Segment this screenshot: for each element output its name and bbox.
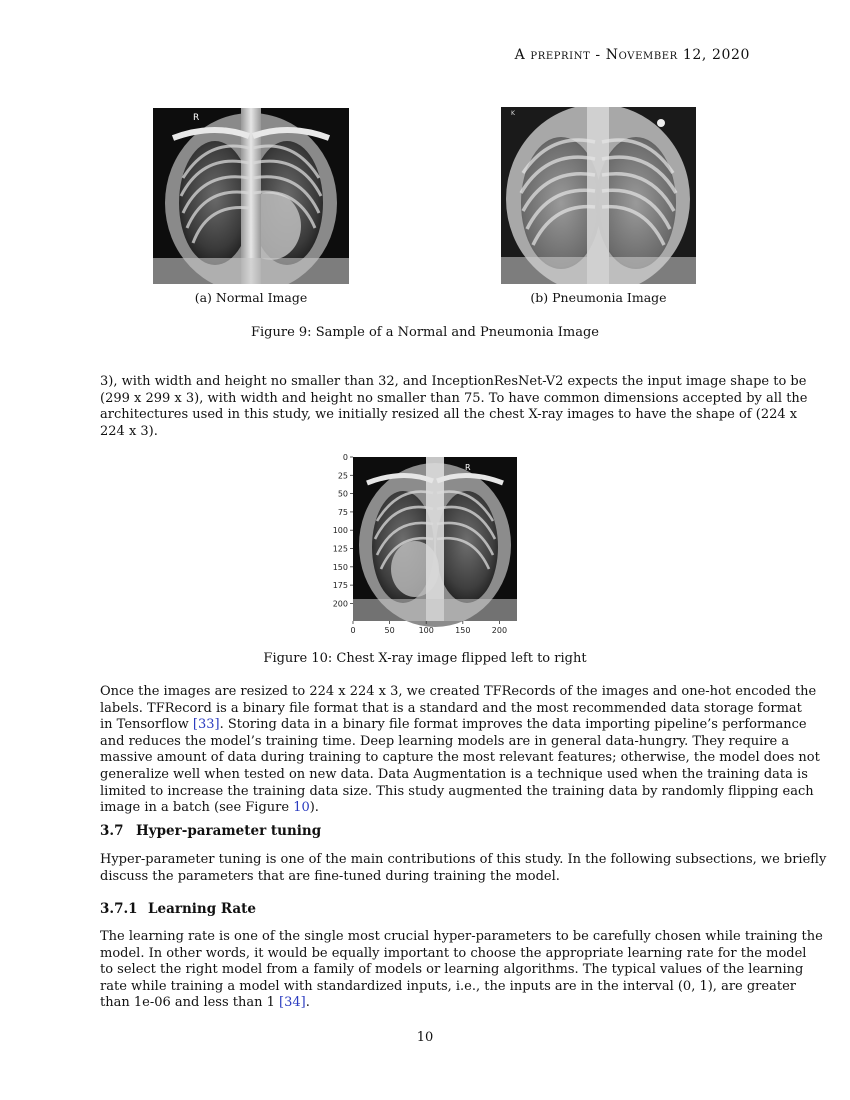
text-line: generalize well when tested on new data. Data Augmentation is a technique used when the training data is <box>100 766 808 782</box>
y-tick-label: 0 <box>342 453 348 462</box>
figure10-caption: Figure 10: Chest X-ray image flipped left to right <box>263 651 587 666</box>
text-line: architectures used in this study, we initially resized all the chest X-ray images to have the shape of (224 x <box>100 407 798 423</box>
x-tick-label: 150 <box>455 626 471 635</box>
figure9-caption: Figure 9: Sample of a Normal and Pneumonia Image <box>251 325 599 340</box>
citation-link[interactable]: [33] <box>192 717 220 733</box>
xray-marker-label: R <box>465 463 471 472</box>
text-line: labels. TFRecord is a binary file format that is a standard and the most recommended data storage format <box>100 700 802 716</box>
y-tick-label: 50 <box>337 489 348 499</box>
y-tick-label: 25 <box>337 471 348 481</box>
section-number: 3.7.1 <box>100 901 138 917</box>
text-line: massive amount of data during training to capture the most relevant features; otherwise, the model does not <box>100 750 820 766</box>
text-line: Hyper-parameter tuning is one of the main contributions of this study. In the following subsections, we briefly <box>100 852 827 867</box>
section-title: Hyper-parameter tuning <box>136 823 322 839</box>
text-line: and reduces the model’s training time. Deep learning models are in general data-hungry. They require a <box>100 733 790 749</box>
xray-marker-label: K <box>511 110 515 117</box>
y-axis <box>333 453 353 608</box>
figure9b-caption: (b) Pneumonia Image <box>530 290 667 305</box>
pneumonia-xray-image <box>501 107 696 284</box>
text-line: discuss the parameters that are fine-tuned during training the model. <box>100 868 560 884</box>
text-line: 224 x 3). <box>100 423 158 439</box>
running-header: A preprint - November 12, 2020 <box>514 47 750 63</box>
text-line: to select the right model from a family of models or learning algorithms. The typical values of the learning <box>100 962 804 978</box>
text-fragment: in Tensorflow <box>100 717 193 733</box>
section-title: Learning Rate <box>148 901 256 917</box>
text-fragment: than 1e-06 and less than 1 <box>100 995 280 1011</box>
x-tick-label: 50 <box>384 626 395 635</box>
paragraph-tfrecords <box>100 684 820 817</box>
y-tick-label: 125 <box>332 544 348 554</box>
text-line: limited to increase the training data size. This study augmented the training data by randomly flipping each <box>100 783 814 799</box>
paragraph-learning-rate <box>100 929 823 1012</box>
y-tick-label: 175 <box>332 581 348 591</box>
figure-ref-link[interactable]: 10 <box>293 800 310 816</box>
text-line: rate while training a model with standardized inputs, i.e., the inputs are in the interval (0, 1), are greater <box>100 978 796 994</box>
text-fragment: image in a batch (see Figure <box>100 800 294 816</box>
xray-marker-label: R <box>193 113 200 123</box>
text-line: Once the images are resized to 224 x 224 x 3, we created TFRecords of the images and one-hot encoded the <box>100 684 817 699</box>
page-number: 10 <box>416 1030 434 1045</box>
figure9a-caption: (a) Normal Image <box>194 290 308 305</box>
y-tick-label: 100 <box>332 526 348 536</box>
text-fragment: . Storing data in a binary file format improves the data importing pipeline’s performance <box>219 717 807 733</box>
flipped-xray-plot <box>328 452 528 640</box>
text-line: model. In other words, it would be equally important to choose the appropriate learning rate for the model <box>100 945 807 961</box>
y-tick-label: 75 <box>337 507 348 517</box>
x-tick-label: 200 <box>491 626 508 635</box>
text-line: (299 x 299 x 3), with width and height no smaller than 75. To have common dimensions accepted by all the <box>100 390 808 406</box>
paragraph-hyperparameter <box>100 852 827 885</box>
section-number: 3.7 <box>100 823 124 839</box>
text-line <box>100 717 807 734</box>
x-tick-label: 100 <box>418 626 434 635</box>
citation-link[interactable]: [34] <box>279 995 306 1011</box>
text-line: 3), with width and height no smaller than 32, and InceptionResNet-V2 expects the input image shape to be <box>100 374 807 389</box>
text-line: The learning rate is one of the single most crucial hyper-parameters to be carefully chosen while training the <box>100 929 823 944</box>
x-tick-label: 0 <box>350 626 356 635</box>
y-tick-label: 200 <box>332 599 348 609</box>
text-line <box>100 995 750 1012</box>
text-fragment: ). <box>309 800 319 816</box>
section-heading-3-7 <box>100 823 321 839</box>
text-fragment: . <box>305 995 310 1011</box>
section-heading-3-7-1 <box>100 901 256 917</box>
normal-xray-image <box>153 108 349 284</box>
text-line <box>100 800 750 817</box>
paragraph-resize <box>100 374 808 440</box>
y-tick-label: 150 <box>332 562 348 572</box>
